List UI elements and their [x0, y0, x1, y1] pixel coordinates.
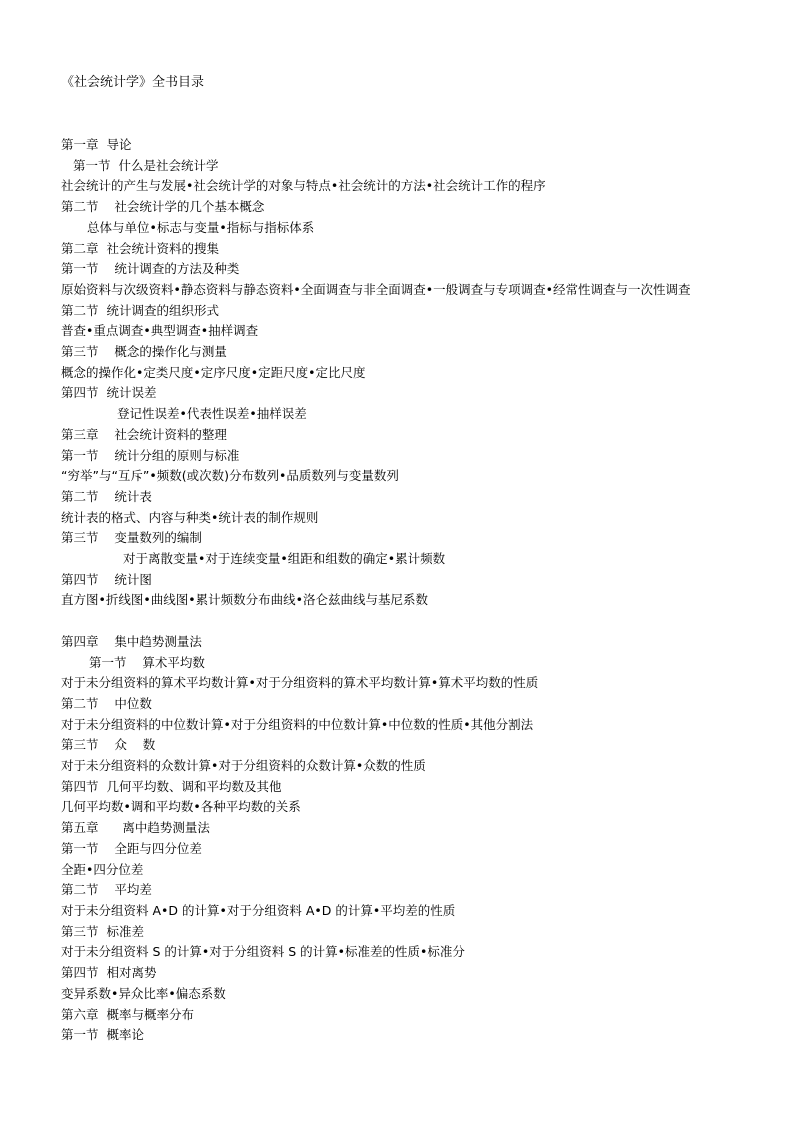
- section-topics: 普查•重点调查•典型调查•抽样调查: [61, 323, 259, 339]
- section-heading: 第二节 平均差: [61, 882, 152, 898]
- section-heading: 第二节 中位数: [61, 695, 152, 711]
- section-heading: 第三节 标准差: [61, 923, 144, 939]
- section-topics: 几何平均数•调和平均数•各种平均数的关系: [61, 799, 301, 815]
- section-topics: 对于未分组资料的算术平均数计算•对于分组资料的算术平均数计算•算术平均数的性质: [61, 675, 539, 691]
- section-heading: 第四节 统计图: [61, 571, 152, 587]
- section-heading: 第四节 统计误差: [61, 385, 157, 401]
- section-heading: 第二节 统计表: [61, 488, 152, 504]
- section-topics: 登记性误差•代表性误差•抽样误差: [117, 406, 307, 422]
- section-topics: 对于离散变量•对于连续变量•组距和组数的确定•累计频数: [123, 551, 446, 567]
- section-heading: 第三节 众 数: [61, 737, 156, 753]
- section-topics: 统计表的格式、内容与种类•统计表的制作规则: [61, 509, 319, 525]
- chapter-3-heading: 第三章 社会统计资料的整理: [61, 426, 227, 442]
- section-topics: 全距•四分位差: [61, 861, 144, 877]
- section-heading: 第一节 统计分组的原则与标准: [61, 447, 240, 463]
- table-of-contents: [61, 135, 751, 1046]
- section-heading: 第一节 统计调查的方法及种类: [61, 261, 240, 277]
- chapter-5-heading: 第五章 离中趋势测量法: [61, 820, 210, 836]
- blank-line: [61, 611, 751, 632]
- section-topics: “穷举”与“互斥”•频数(或次数)分布数列•品质数列与变量数列: [61, 468, 399, 484]
- section-heading: 第一节 什么是社会统计学: [73, 157, 219, 173]
- section-topics: 总体与单位•标志与变量•指标与指标体系: [87, 219, 315, 235]
- chapter-4-heading: 第四章 集中趋势测量法: [61, 633, 202, 649]
- chapter-2-heading: 第二章 社会统计资料的搜集: [61, 240, 219, 256]
- section-topics: 对于未分组资料的众数计算•对于分组资料的众数计算•众数的性质: [61, 758, 426, 774]
- section-topics: 对于未分组资料 S 的计算•对于分组资料 S 的计算•标准差的性质•标准分: [61, 944, 465, 960]
- section-heading: 第二节 社会统计学的几个基本概念: [61, 199, 265, 215]
- section-topics: 原始资料与次级资料•静态资料与静态资料•全面调查与非全面调查•一般调查与专项调查•经常性调查与一次性调查: [61, 281, 691, 297]
- section-topics: 直方图•折线图•曲线图•累计频数分布曲线•洛仑兹曲线与基尼系数: [61, 592, 428, 608]
- section-heading: 第四节 相对离势: [61, 965, 157, 981]
- section-topics: 社会统计的产生与发展•社会统计学的对象与特点•社会统计的方法•社会统计工作的程序: [61, 178, 546, 194]
- section-heading: 第一节 概率论: [61, 1027, 144, 1043]
- chapter-1-heading: 第一章 导论: [61, 137, 132, 152]
- section-heading: 第三节 概念的操作化与测量: [61, 344, 227, 360]
- section-heading: 第四节 几何平均数、调和平均数及其他: [61, 778, 282, 794]
- section-heading: 第一节 算术平均数: [89, 654, 205, 670]
- chapter-6-heading: 第六章 概率与概率分布: [61, 1006, 194, 1022]
- section-topics: 对于未分组资料的中位数计算•对于分组资料的中位数计算•中位数的性质•其他分割法: [61, 716, 534, 732]
- section-heading: 第一节 全距与四分位差: [61, 840, 202, 856]
- section-heading: 第三节 变量数列的编制: [61, 530, 202, 546]
- section-topics: 概念的操作化•定类尺度•定序尺度•定距尺度•定比尺度: [61, 364, 366, 380]
- section-topics: 对于未分组资料 A•D 的计算•对于分组资料 A•D 的计算•平均差的性质: [61, 903, 456, 918]
- section-topics: 变异系数•异众比率•偏态系数: [61, 985, 226, 1001]
- section-heading: 第二节 统计调查的组织形式: [61, 302, 219, 318]
- document-title: 《社会统计学》全书目录: [61, 75, 205, 90]
